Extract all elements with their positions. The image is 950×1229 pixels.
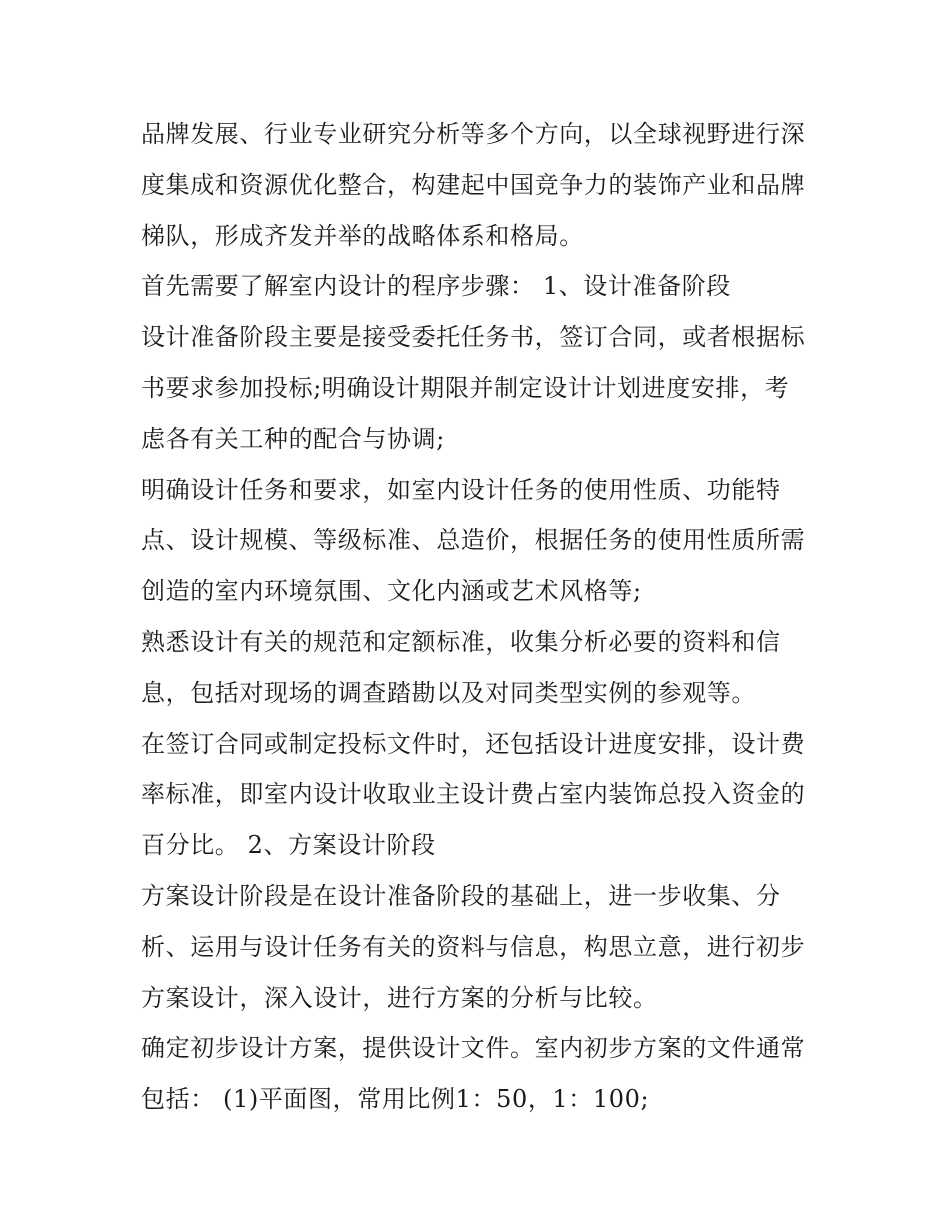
text-line: 设计准备阶段主要是接受委托任务书，签订合同，或者根据标: [141, 323, 806, 352]
paragraph-scheme-design-stage: [141, 871, 821, 1023]
paragraph-preliminary-documents: [141, 1023, 821, 1125]
text-line: 品牌发展、行业专业研究分析等多个方向，以全球视野进行深: [141, 120, 806, 148]
text-line: 方案设计，深入设计，进行方案的分析与比较。: [141, 983, 658, 1012]
text-line: 在签订合同或制定投标文件时，还包括设计进度安排，设计费: [141, 729, 806, 758]
text-line: 方案设计阶段是在设计准备阶段的基础上，进一步收集、分: [141, 881, 781, 910]
text-line: 书要求参加投标;明确设计期限并制定设计计划进度安排，考: [141, 373, 790, 402]
text-line: 包括： (1)平面图，常用比例1：50，1：100;: [141, 1085, 650, 1114]
paragraph-design-requirements: [141, 465, 821, 617]
text-line: 息，包括对现场的调查踏勘以及对同类型实例的参观等。: [141, 678, 756, 707]
paragraph-design-steps-intro: [141, 261, 821, 312]
text-line: 率标准，即室内设计收取业主设计费占室内装饰总投入资金的: [141, 780, 806, 809]
text-line: 创造的室内环境氛围、文化内涵或艺术风格等;: [141, 577, 642, 606]
document-body: [141, 109, 821, 1125]
paragraph-standards-research: [141, 617, 821, 719]
text-line: 点、设计规模、等级标准、总造价，根据任务的使用性质所需: [141, 526, 806, 555]
text-line: 虑各有关工种的配合与协调;: [141, 424, 445, 453]
text-line: 熟悉设计有关的规范和定额标准，收集分析必要的资料和信: [141, 627, 781, 656]
text-line: 确定初步设计方案，提供设计文件。室内初步方案的文件通常: [141, 1034, 806, 1063]
paragraph-preparation-stage: [141, 312, 821, 464]
paragraph-contract-fees: [141, 719, 821, 871]
text-line: 百分比。 2、方案设计阶段: [141, 831, 436, 860]
text-line: 析、运用与设计任务有关的资料与信息，构思立意，进行初步: [141, 932, 806, 961]
text-line: 首先需要了解室内设计的程序步骤： 1、设计准备阶段: [141, 272, 731, 301]
paragraph-brand-strategy: [141, 109, 821, 261]
text-line: 明确设计任务和要求，如室内设计任务的使用性质、功能特: [141, 475, 781, 504]
text-line: 度集成和资源优化整合，构建起中国竞争力的装饰产业和品牌: [141, 170, 806, 199]
text-line: 梯队，形成齐发并举的战略体系和格局。: [141, 221, 584, 250]
